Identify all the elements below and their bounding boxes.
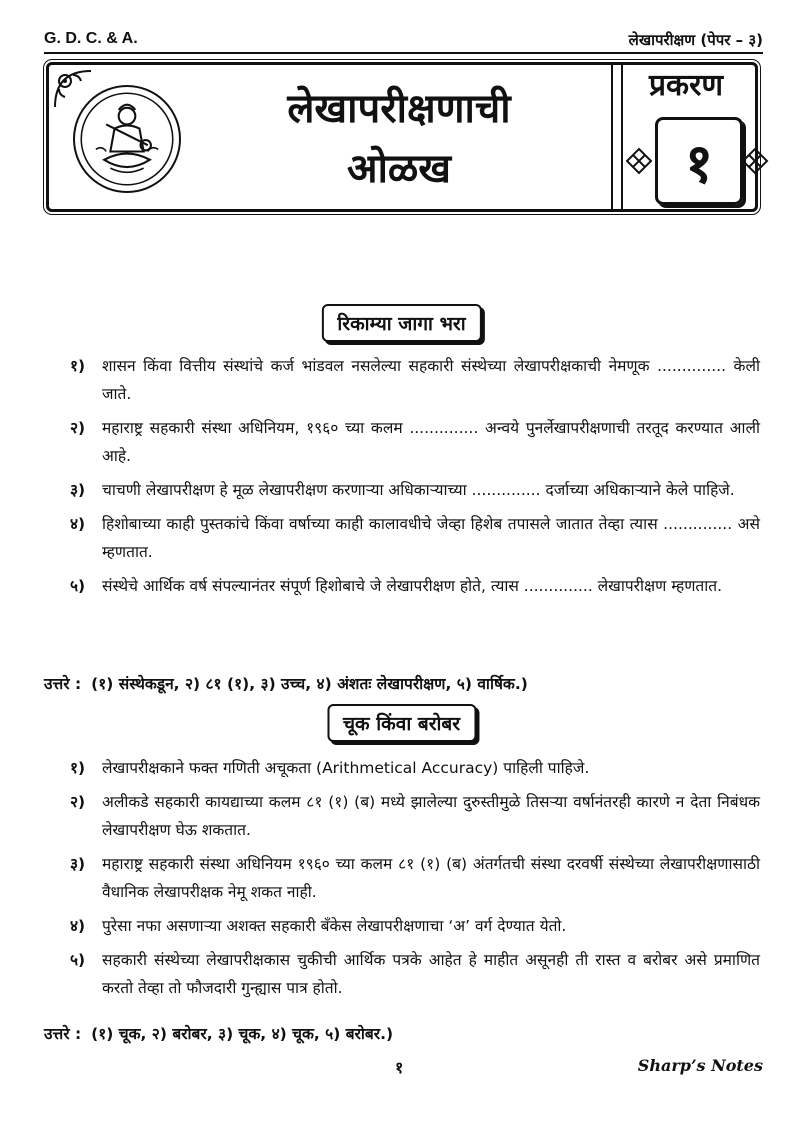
question-number: ४): [70, 515, 86, 533]
question-text: संस्थेचे आर्थिक वर्ष संपल्यानंतर संपूर्ण हिशोबाचे जे लेखापरीक्षण होते, त्यास .............. लेखापरीक्षण म्हणतात.: [102, 577, 723, 595]
question-number: ३): [70, 481, 86, 499]
saraswati-emblem-icon: [73, 85, 181, 193]
footer-brand: Sharp’s Notes: [637, 1056, 763, 1075]
knot-ornament-icon: [625, 147, 653, 175]
chapter-label: प्रकरण: [648, 68, 724, 103]
question-number: १): [70, 759, 86, 777]
true-false-answers: [44, 1022, 760, 1044]
true-false-list: [70, 754, 760, 1008]
section-title-true-false: चूक किंवा बरोबर: [327, 704, 476, 742]
list-item: [70, 946, 760, 1002]
fill-blanks-list: [70, 352, 760, 606]
chapter-number: १: [655, 117, 743, 205]
question-text: पुरेसा नफा असणाऱ्या अशक्त सहकारी बँकेस लेखापरीक्षणाचा ‘अ’ वर्ग देण्यात येतो.: [102, 917, 567, 935]
question-number: २): [70, 793, 86, 811]
question-number: २): [70, 419, 86, 437]
question-number: ४): [70, 917, 86, 935]
list-item: [70, 414, 760, 470]
answers-text: (१) चूक, २) बरोबर, ३) चूक, ४) चूक, ५) बरोबर.): [91, 1025, 394, 1043]
list-item: [70, 352, 760, 408]
question-text: महाराष्ट्र सहकारी संस्था अधिनियम १९६० च्या कलम ८१ (१) (ब) अंतर्गतची संस्था दरवर्षी संस्थेच्या लेखापरीक्षणासाठी वैधानिक लेखापरीक्षक नेमू शकत नाही.: [102, 855, 760, 901]
answers-label: उत्तरे :: [44, 1025, 82, 1043]
section-title-fill-blanks: रिकाम्या जागा भरा: [321, 304, 481, 342]
knot-ornament-icon: [741, 147, 769, 175]
header-right: लेखापरीक्षण (पेपर – ३): [628, 31, 763, 49]
question-text: सहकारी संस्थेच्या लेखापरीक्षकास चुकीची आर्थिक पत्रके आहेत हे माहीत असूनही ती रास्त व बरोबर असे प्रमाणित करतो तेव्हा तो फौजदारी गुन्ह्यास पात्र होतो.: [102, 951, 760, 997]
header-rule: [44, 52, 763, 54]
list-item: [70, 788, 760, 844]
fill-blanks-answers: [44, 672, 760, 694]
list-item: [70, 850, 760, 906]
question-number: ५): [70, 577, 86, 595]
list-item: [70, 754, 760, 782]
answers-text: (१) संस्थेकडून, २) ८१ (१), ३) उच्च, ४) अंशतः लेखापरीक्षण, ५) वार्षिक.): [91, 675, 528, 693]
question-text: शासन किंवा वित्तीय संस्थांचे कर्ज भांडवल नसलेल्या सहकारी संस्थेच्या लेखापरीक्षकाची नेमणूक .............. केली जाते.: [102, 357, 760, 403]
page-number: १: [395, 1058, 404, 1077]
chapter-banner: [46, 62, 758, 212]
question-text: चाचणी लेखापरीक्षण हे मूळ लेखापरीक्षण करणाऱ्या अधिकाऱ्याच्या .............. दर्जाच्या अधिकाऱ्याने केले पाहिजे.: [102, 481, 735, 499]
question-text: अलीकडे सहकारी कायद्याच्या कलम ८१ (१) (ब) मध्ये झालेल्या दुरुस्तीमुळे तिसऱ्या वर्षानंतरही कारणे न देता निबंधक लेखापरीक्षण घेऊ शकतात.: [102, 793, 760, 839]
header-left: G. D. C. & A.: [44, 30, 138, 47]
chapter-title: [199, 79, 599, 199]
chapter-title-line2: ओळख: [346, 145, 452, 192]
question-text: लेखापरीक्षकाने फक्त गणिती अचूकता (Arithmetical Accuracy) पाहिली पाहिजे.: [102, 759, 590, 777]
answers-label: उत्तरे :: [44, 675, 82, 693]
question-number: १): [70, 357, 86, 375]
list-item: [70, 572, 760, 600]
question-number: ३): [70, 855, 86, 873]
question-text: हिशोबाच्या काही पुस्तकांचे किंवा वर्षाच्या काही कालावधीचे जेव्हा हिशेब तपासले जातात तेव्हा त्यास .............. असे म्हणतात.: [102, 515, 760, 561]
chapter-title-line1: लेखापरीक्षणाची: [287, 85, 511, 132]
question-number: ५): [70, 951, 86, 969]
question-text: महाराष्ट्र सहकारी संस्था अधिनियम, १९६० च्या कलम .............. अन्वये पुनर्लेखापरीक्षणाची तरतूद करण्यात आली आहे.: [102, 419, 760, 465]
list-item: [70, 476, 760, 504]
list-item: [70, 510, 760, 566]
list-item: [70, 912, 760, 940]
